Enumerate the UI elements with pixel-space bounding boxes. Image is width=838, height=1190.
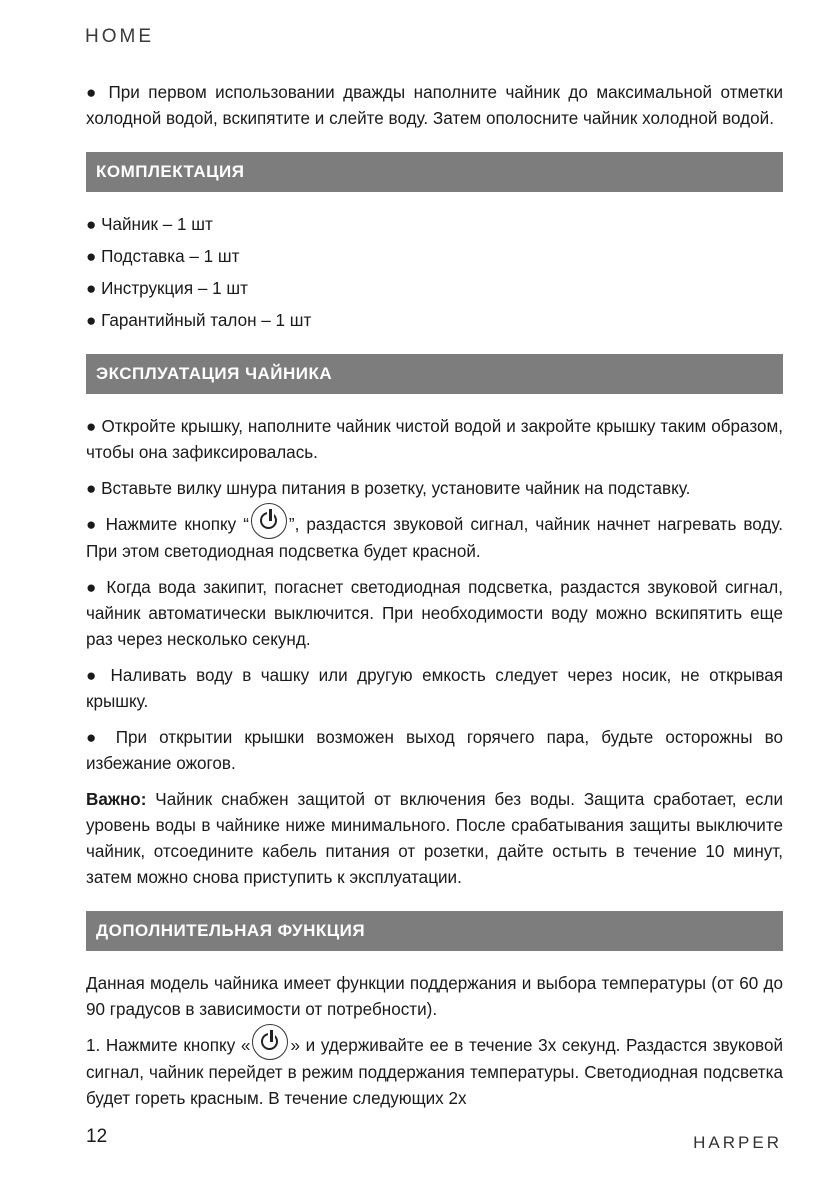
page-number: 12 bbox=[86, 1126, 108, 1147]
power-button-icon bbox=[251, 503, 287, 539]
operation-paragraph: ● Вставьте вилку шнура питания в розетку, установите чайник на подставку. bbox=[86, 479, 691, 498]
operation-paragraph: ● Наливать воду в чашку или другую емкость следует через носик, не открывая крышку. bbox=[86, 666, 783, 711]
brand-logo: HARPER bbox=[693, 1133, 782, 1152]
important-note bbox=[86, 787, 783, 891]
important-text: Чайник снабжен защитой от включения без воды. Защита сработает, если уровень воды в чайнике ниже минимального. После срабатывания защиты выключите чайник, отсоедините кабель питания от розетки, дайте остыть в течение 10 минут, затем можно снова приступить к эксплуатации. bbox=[86, 790, 783, 887]
operation-paragraph bbox=[86, 512, 783, 565]
power-button-icon bbox=[252, 1024, 288, 1060]
text-after-icon: » и удерживайте ее в течение 3х секунд. Раздастся звуковой сигнал, чайник перейдет в режим поддержания температуры. Светодиодная подсветка будет гореть красным. В течение следующих 2х bbox=[86, 1036, 783, 1108]
list-item: ● Подставка – 1 шт bbox=[86, 247, 240, 266]
home-logo: HOME bbox=[85, 26, 154, 47]
contents-list bbox=[86, 212, 783, 334]
important-label: Важно: bbox=[86, 790, 147, 809]
additional-paragraph: Данная модель чайника имеет функции поддержания и выбора температуры (от 60 до 90 градусов в зависимости от потребности). bbox=[86, 974, 783, 1019]
page-content bbox=[86, 80, 783, 1122]
list-item: ● Инструкция – 1 шт bbox=[86, 279, 248, 298]
text-before-icon: ● Нажмите кнопку “ bbox=[86, 515, 249, 534]
operation-paragraph: ● Откройте крышку, наполните чайник чистой водой и закройте крышку таким образом, чтобы она зафиксировалась. bbox=[86, 417, 783, 462]
text-after-icon: ”, раздастся звуковой сигнал, чайник начнет нагревать воду. При этом светодиодная подсветка будет красной. bbox=[86, 515, 783, 561]
list-item: ● Чайник – 1 шт bbox=[86, 215, 213, 234]
list-item: ● Гарантийный талон – 1 шт bbox=[86, 311, 312, 330]
operation-paragraph: ● При открытии крышки возможен выход горячего пара, будьте осторожны во избежание ожогов. bbox=[86, 728, 783, 773]
additional-paragraph bbox=[86, 1033, 783, 1112]
text-before-icon: 1. Нажмите кнопку « bbox=[86, 1036, 251, 1055]
intro-paragraph: ● При первом использовании дважды наполните чайник до максимальной отметки холодной водой, вскипятите и слейте воду. Затем ополосните чайник холодной водой. bbox=[86, 83, 783, 128]
operation-paragraph: ● Когда вода закипит, погаснет светодиодная подсветка, раздастся звуковой сигнал, чайник автоматически выключится. При необходимости воду можно вскипятить еще раз через несколько секунд. bbox=[86, 578, 783, 649]
section-heading-operation: ЭКСПЛУАТАЦИЯ ЧАЙНИКА bbox=[86, 354, 783, 394]
section-heading-additional: ДОПОЛНИТЕЛЬНАЯ ФУНКЦИЯ bbox=[86, 911, 783, 951]
section-heading-contents: КОМПЛЕКТАЦИЯ bbox=[86, 152, 783, 192]
